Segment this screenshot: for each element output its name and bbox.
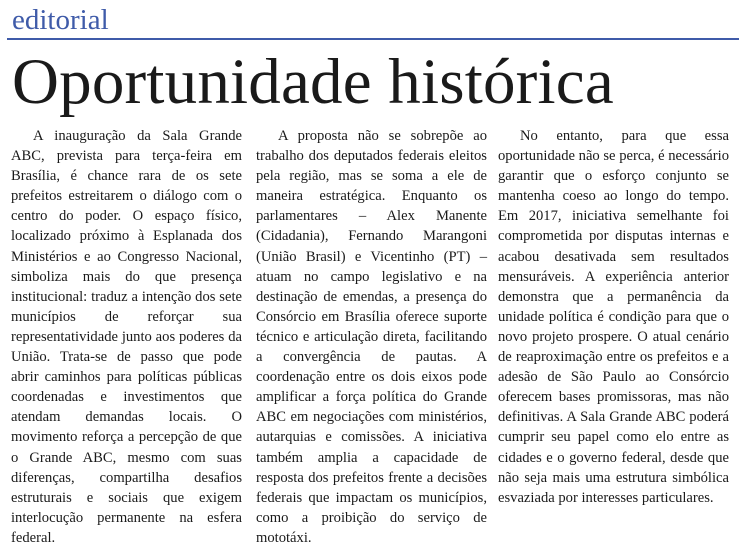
column-2	[256, 126, 487, 548]
section-divider	[7, 38, 739, 40]
column-3	[498, 126, 729, 508]
headline: Oportunidade histórica	[12, 46, 614, 118]
paragraph: No entanto, para que essa oportunidade não se perca, é necessário garantir que o esforço conjunto se mantenha coeso ao longo do tempo. Em 2017, iniciativa semelhante foi comprometida por disputas internas e acabou desativada sem resultados mensuráveis. A experiência anterior demonstra que a permanência da unidade política é condição para que o novo projeto prospere. O atual cenário de reaproximação entre os prefeitos e a adesão de São Paulo ao Consórcio oferecem bases promissoras, mas não definitivas. A Sala Grande ABC poderá cumprir seu papel como elo entre as cidades e o governo federal, desde que não seja mais uma estrutura simbólica esvaziada por interesses particulares.	[498, 128, 729, 506]
paragraph: A proposta não se sobrepõe ao trabalho dos deputados federais eleitos pela região, mas se soma a ele de maneira estratégica. Enquanto os parlamentares – Alex Manente (Cidadania), Fernando Marangoni (União Brasil) e Vicentinho (PT) – atuam no campo legislativo e na destinação de emendas, a presença do Consórcio em Brasília oferece suporte técnico e articulação direta, facilitando a convergência de pautas. A coordenação entre os dois eixos pode amplificar a força política do Grande ABC em negociações com ministérios, autarquias e comissões. A iniciativa também amplia a capacidade de resposta dos prefeitos frente a decisões federais que impactam os municípios, como a proibição do serviço de mototáxi.	[256, 128, 487, 546]
section-label: editorial	[12, 4, 109, 36]
column-1	[11, 126, 242, 548]
paragraph: A inauguração da Sala Grande ABC, prevista para terça-feira em Brasília, é chance rara de os sete prefeitos estreitarem o diálogo com o centro do poder. O espaço físico, localizado próximo à Esplanada dos Ministérios e ao Congresso Nacional, simboliza mais do que presença institucional: traduz a intenção dos sete municípios de reforçar sua representatividade junto aos poderes da União. Trata-se de passo que pode abrir caminhos para políticas públicas coordenadas e investimentos que atendam demandas locais. O movimento reforça a percepção de que o Grande ABC, mesmo com suas diferenças, compartilha desafios estruturais e sociais que exigem interlocução permanente na esfera federal.	[11, 128, 242, 546]
